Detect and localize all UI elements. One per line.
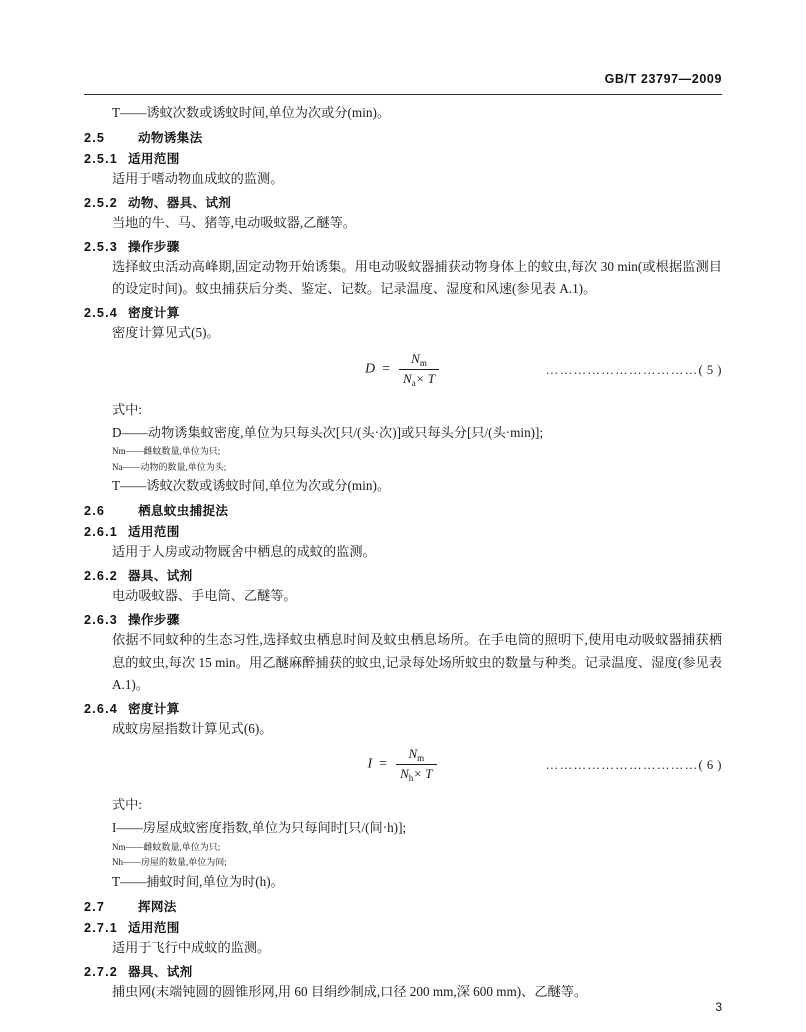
denominator-subscript: a <box>411 377 416 388</box>
section-title: 操作步骤 <box>128 613 180 628</box>
section-title: 挥网法 <box>138 899 177 914</box>
formula-lhs: D <box>365 361 376 377</box>
section-heading-2-5 <box>84 127 722 146</box>
denominator-rest: × T <box>413 766 433 782</box>
fraction <box>399 351 439 388</box>
section-title: 器具、试剂 <box>128 569 193 584</box>
section-title: 器具、试剂 <box>128 964 193 979</box>
section-heading-2-7-1 <box>84 917 722 936</box>
definition-item: Na——动物的数量,单位为头; <box>112 461 227 472</box>
formula-6 <box>84 746 722 790</box>
where-label: 式中: <box>112 401 143 417</box>
formula-lhs: I <box>367 756 373 772</box>
section-title: 操作步骤 <box>128 240 180 255</box>
section-heading-2-5-2 <box>84 192 722 211</box>
leader-dots: …………………………… <box>545 758 699 773</box>
section-number: 2.6.3 <box>84 613 119 628</box>
fraction-denominator <box>399 370 439 388</box>
formula-number-6 <box>546 758 722 773</box>
paragraph: 捕虫网(末端钝圆的圆锥形网,用 60 目绢纱制成,口径 200 mm,深 600 mm)、乙醚等。 <box>112 983 588 999</box>
section-number: 2.5.4 <box>84 306 119 321</box>
section-heading-2-7 <box>84 896 722 915</box>
section-number: 2.5 <box>84 130 106 145</box>
page-header-standard-code: GB/T 23797—2009 <box>604 72 722 86</box>
paragraph: 适用于飞行中成蚊的监测。 <box>112 939 271 955</box>
section-number: 2.5.1 <box>84 151 119 166</box>
header-divider <box>84 94 722 95</box>
paragraph: 密度计算见式(5)。 <box>112 325 220 341</box>
section-title: 适用范围 <box>128 525 180 540</box>
equation-label: ( 5 ) <box>698 362 722 377</box>
section-heading-2-5-4 <box>84 302 722 321</box>
denominator-symbol: N <box>403 370 412 386</box>
definition-item: D——动物诱集蚊密度,单位为只每头次[只/(头·次)]或只每头分[只/(头·min)]; <box>112 424 544 440</box>
definition-item: T——诱蚊次数或诱蚊时间,单位为次或分(min)。 <box>112 105 391 120</box>
fraction-numerator <box>399 351 439 370</box>
numerator-subscript: m <box>419 357 427 368</box>
paragraph: 适用于嗜动物血成蚊的监测。 <box>112 170 284 186</box>
section-title: 动物、器具、试剂 <box>128 195 232 210</box>
fraction-denominator <box>396 765 436 783</box>
paragraph: 电动吸蚊器、手电筒、乙醚等。 <box>112 588 297 604</box>
section-number: 2.7.1 <box>84 920 119 935</box>
denominator-subscript: h <box>408 773 414 784</box>
formula-number-5 <box>546 363 722 378</box>
section-number: 2.6 <box>84 504 106 519</box>
numerator-subscript: m <box>417 753 425 764</box>
document-body <box>84 102 722 1004</box>
paragraph: 当地的牛、马、猪等,电动吸蚊器,乙醚等。 <box>112 214 356 230</box>
equation-label: ( 6 ) <box>698 758 722 773</box>
numerator-symbol: N <box>408 746 418 762</box>
section-heading-2-6-1 <box>84 521 722 540</box>
section-title: 密度计算 <box>128 306 180 321</box>
definition-item: Nm——雌蚊数量,单位为只; <box>112 841 221 852</box>
denominator-rest: × T <box>415 370 435 386</box>
definition-list <box>84 102 722 125</box>
fraction <box>396 746 436 783</box>
section-number: 2.5.2 <box>84 195 119 210</box>
definition-list-6 <box>84 817 722 893</box>
definition-item: Nm——雌蚊数量,单位为只; <box>112 446 221 457</box>
paragraph: 成蚊房屋指数计算见式(6)。 <box>112 720 273 736</box>
section-number: 2.6.1 <box>84 525 119 540</box>
section-title: 动物诱集法 <box>138 130 203 145</box>
definition-item: T——捕蚊时间,单位为时(h)。 <box>112 873 284 889</box>
paragraph: 依据不同蚊种的生态习性,选择蚊虫栖息时间及蚊虫栖息场所。在手电筒的照明下,使用电动吸蚊器捕获栖息的蚊虫,每次 15 min。用乙醚麻醉捕获的蚊虫,记录每处场所蚊虫的数量与种类。记录温度、湿度(参见表 A.1)。 <box>112 632 722 692</box>
section-number: 2.5.3 <box>84 240 119 255</box>
equals-sign: = <box>375 756 391 772</box>
section-number: 2.6.4 <box>84 701 119 716</box>
where-label: 式中: <box>112 797 143 813</box>
definition-item: I——房屋成蚊密度指数,单位为只每间时[只/(间·h)]; <box>112 820 407 836</box>
formula-5 <box>84 351 722 395</box>
section-heading-2-6-3 <box>84 609 722 628</box>
paragraph: 适用于人房或动物厩舍中栖息的成蚊的监测。 <box>112 544 376 560</box>
paragraph: 选择蚊虫活动高峰期,固定动物开始诱集。用电动吸蚊器捕获动物身体上的蚊虫,每次 30 min(或根据监测目的设定时间)。蚊虫捕获后分类、鉴定、记数。记录温度、湿度和风速(参见表 A.1)。 <box>112 259 722 297</box>
section-heading-2-5-3 <box>84 236 722 255</box>
section-number: 2.7 <box>84 899 106 914</box>
equals-sign: = <box>378 361 394 377</box>
definition-item: Nh——房屋的数量,单位为间; <box>112 857 227 868</box>
section-number: 2.6.2 <box>84 569 119 584</box>
leader-dots: …………………………… <box>545 362 699 377</box>
section-heading-2-5-1 <box>84 148 722 167</box>
section-title: 适用范围 <box>128 151 180 166</box>
definition-item: T——诱蚊次数或诱蚊时间,单位为次或分(min)。 <box>112 478 391 494</box>
denominator-symbol: N <box>400 766 409 782</box>
section-heading-2-7-2 <box>84 961 722 980</box>
section-heading-2-6-4 <box>84 698 722 717</box>
section-heading-2-6 <box>84 500 722 519</box>
section-title: 栖息蚊虫捕捉法 <box>138 504 229 519</box>
section-number: 2.7.2 <box>84 964 119 979</box>
section-title: 适用范围 <box>128 920 180 935</box>
fraction-numerator <box>396 746 436 765</box>
numerator-symbol: N <box>411 350 420 366</box>
section-title: 密度计算 <box>128 701 180 716</box>
definition-list-5 <box>84 422 722 498</box>
section-heading-2-6-2 <box>84 565 722 584</box>
page-number: 3 <box>715 1000 722 1014</box>
